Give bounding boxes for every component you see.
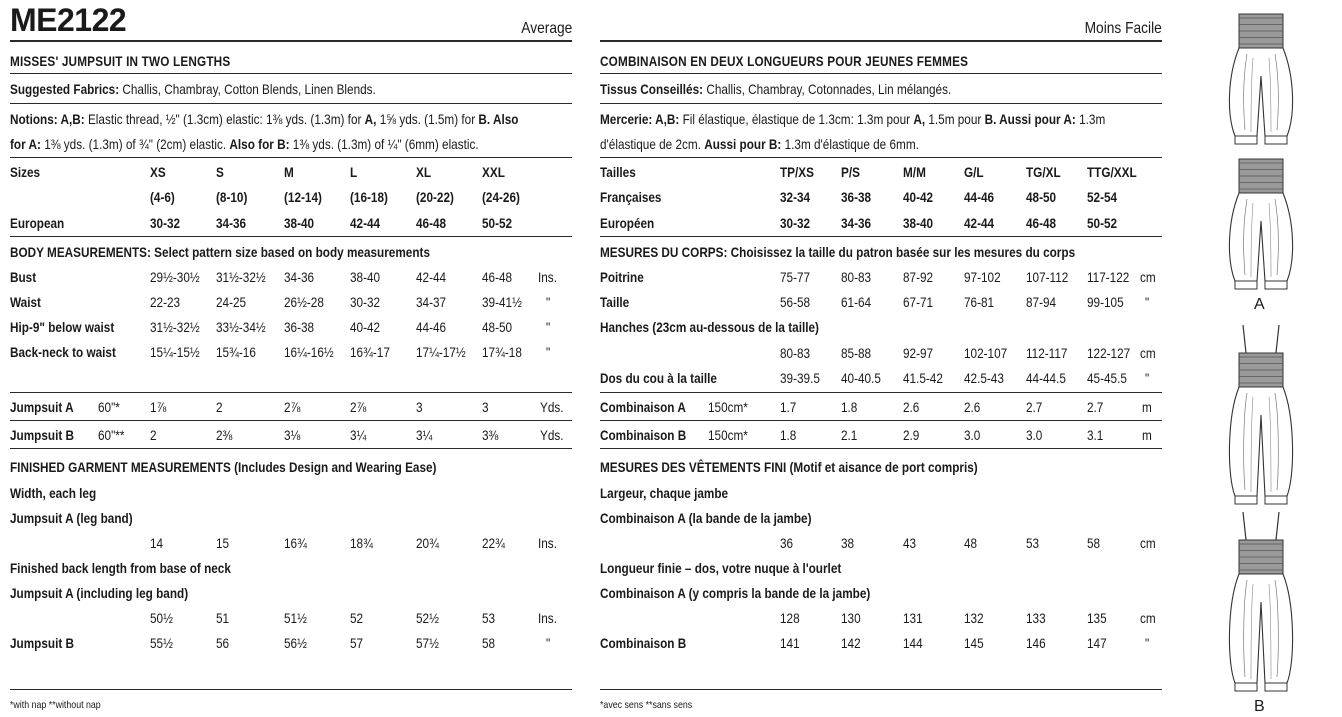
divider-rule	[600, 73, 1162, 74]
yardage-value: 2⅞	[284, 399, 301, 415]
unit-label: "	[546, 344, 551, 360]
width-value: 43	[903, 535, 917, 551]
unit-label: "	[1145, 370, 1150, 386]
body-measurements-title: MESURES DU CORPS: Choisissez la taille du patron basée sur les mesures du corps	[600, 244, 1076, 260]
sizes-label: Tailles	[600, 164, 636, 180]
divider-rule	[10, 420, 572, 421]
body-row-value: 15¾-16	[216, 344, 256, 360]
size-header: L	[350, 164, 358, 180]
body-row-value: 85-88	[841, 345, 872, 361]
size-header: M	[284, 164, 294, 180]
jumpsuit-b-back-drawing	[1221, 512, 1301, 697]
length-value: 52	[350, 610, 364, 626]
header-rule	[10, 40, 572, 42]
suggested-fabrics	[10, 80, 376, 98]
fabric-width: 60"*	[98, 399, 120, 415]
notions	[10, 110, 518, 128]
pattern-number: ME2122	[10, 2, 127, 38]
length-value: 50½	[150, 610, 173, 626]
francaises-label: Françaises	[600, 189, 662, 205]
body-row-value: 16¾-17	[350, 344, 390, 360]
sizes-label: Sizes	[10, 164, 41, 180]
body-measurements-title: BODY MEASUREMENTS: Select pattern size based on body measurements	[10, 244, 430, 260]
notions-segment: Also for B:	[229, 136, 290, 152]
length-value: 55½	[150, 635, 173, 651]
body-row-value: 17¾-18	[482, 344, 522, 360]
yardage-value: 2.7	[1026, 399, 1043, 415]
body-row-value: 40-40.5	[841, 370, 881, 386]
unit-label: Yds.	[540, 399, 564, 415]
yardage-value: 2.6	[964, 399, 981, 415]
body-row-value: 42.5-43	[964, 370, 1004, 386]
yardage-value: 2⅞	[350, 399, 367, 415]
divider-rule	[10, 689, 572, 690]
length-value: 52½	[416, 610, 439, 626]
yardage-value: 3¼	[350, 427, 367, 443]
divider-rule	[10, 392, 572, 393]
body-row-value: 40-42	[350, 319, 381, 335]
footnote: *with nap **without nap	[10, 699, 101, 711]
body-row-value: 34-37	[416, 294, 447, 310]
yardage-value: 3.0	[964, 427, 981, 443]
jumpsuit-a-back-drawing	[1221, 155, 1301, 295]
divider-rule	[600, 448, 1162, 449]
european-size: 38-40	[903, 215, 934, 231]
body-row-value: 24-25	[216, 294, 247, 310]
divider-rule	[10, 103, 572, 104]
notions-segment: 1⅜ yds. (1.3m) of ¼" (6mm) elastic.	[289, 136, 479, 152]
european-size: 50-52	[482, 215, 513, 231]
unit-label: "	[1145, 294, 1150, 310]
jumpsuit-b-label: Jumpsuit B	[10, 635, 75, 651]
body-row-value: 39-39.5	[780, 370, 820, 386]
width-value: 53	[1026, 535, 1040, 551]
difficulty-level: Average	[520, 20, 572, 37]
width-value: 20¾	[416, 535, 439, 551]
french-size: 44-46	[964, 189, 995, 205]
size-header: XXL	[482, 164, 505, 180]
view-b-label: B	[1254, 698, 1265, 715]
body-row-value: 15¼-15½	[150, 344, 200, 360]
yardage-label: Combinaison A	[600, 399, 686, 415]
fabric-width: 150cm*	[708, 399, 748, 415]
unit-label: "	[546, 319, 551, 335]
body-row-value: 87-94	[1026, 294, 1057, 310]
length-value: 53	[482, 610, 496, 626]
european-size: 30-32	[780, 215, 811, 231]
french-size: 48-50	[1026, 189, 1057, 205]
notions-segment: B. Also	[478, 111, 519, 127]
unit-label: Ins.	[538, 610, 557, 626]
size-header: TTG/XXL	[1087, 164, 1137, 180]
length-value: 133	[1026, 610, 1046, 626]
body-row-value: 29½-30½	[150, 269, 200, 285]
width-value: 38	[841, 535, 855, 551]
body-row-value: 39-41½	[482, 294, 522, 310]
body-row-value: 16¼-16½	[284, 344, 334, 360]
body-row-value: 44-44.5	[1026, 370, 1066, 386]
fabric-width: 60"**	[98, 427, 125, 443]
divider-rule	[600, 157, 1162, 158]
unit-label: m	[1142, 427, 1152, 443]
body-row-value: 87-92	[903, 269, 934, 285]
divider-rule	[600, 103, 1162, 104]
unit-label: "	[1145, 635, 1150, 651]
fabrics-label: Tissus Conseillés:	[600, 81, 704, 97]
yardage-value: 3	[482, 399, 489, 415]
size-range: (24-26)	[482, 189, 520, 205]
length-value: 145	[964, 635, 984, 651]
yardage-value: 3.0	[1026, 427, 1043, 443]
notions	[10, 135, 479, 153]
unit-label: "	[546, 294, 551, 310]
unit-label: Yds.	[540, 427, 564, 443]
section-title: MISSES' JUMPSUIT IN TWO LENGTHS	[10, 53, 231, 69]
body-row-label: Waist	[10, 294, 41, 310]
french-size: 32-34	[780, 189, 811, 205]
notions-segment: Notions: A,B:	[10, 111, 85, 127]
length-value: 144	[903, 635, 923, 651]
length-value: 51	[216, 610, 230, 626]
yardage-value: 3⅜	[482, 427, 499, 443]
european-label: European	[10, 215, 65, 231]
view-a-label: A	[1254, 296, 1265, 313]
back-length-label: Longueur finie – dos, votre nuque à l'ourlet	[600, 560, 842, 576]
body-row-value: 45-45.5	[1087, 370, 1127, 386]
european-size: 46-48	[416, 215, 447, 231]
body-row-value: 44-46	[416, 319, 447, 335]
body-row-label: Bust	[10, 269, 37, 285]
notions	[600, 135, 919, 153]
european-size: 46-48	[1026, 215, 1057, 231]
european-size: 42-44	[350, 215, 381, 231]
yardage-value: 2	[150, 427, 157, 443]
length-value: 130	[841, 610, 861, 626]
yardage-value: 1.8	[841, 399, 858, 415]
unit-label: cm	[1140, 610, 1156, 626]
fabric-width: 150cm*	[708, 427, 748, 443]
notions	[600, 110, 1105, 128]
body-row-value: 61-64	[841, 294, 872, 310]
suggested-fabrics	[600, 80, 951, 98]
unit-label: Ins.	[538, 269, 557, 285]
body-row-value: 36-38	[284, 319, 315, 335]
divider-rule	[10, 448, 572, 449]
body-row-value: 33½-34½	[216, 319, 266, 335]
size-header: XS	[150, 164, 166, 180]
unit-label: cm	[1140, 345, 1156, 361]
notions-segment: d'élastique de 2cm.	[600, 136, 705, 152]
size-header: G/L	[964, 164, 984, 180]
body-row-value: 107-112	[1026, 269, 1069, 285]
divider-rule	[10, 157, 572, 158]
size-header: TP/XS	[780, 164, 814, 180]
footnote: *avec sens **sans sens	[600, 699, 693, 711]
unit-label: cm	[1140, 535, 1156, 551]
fabrics-label: Suggested Fabrics:	[10, 81, 120, 97]
body-row-value: 34-36	[284, 269, 315, 285]
size-header: TG/XL	[1026, 164, 1061, 180]
length-value: 132	[964, 610, 984, 626]
unit-label: Ins.	[538, 535, 557, 551]
body-row-value: 75-77	[780, 269, 811, 285]
body-row-value: 67-71	[903, 294, 934, 310]
width-value: 18¾	[350, 535, 373, 551]
length-value: 58	[482, 635, 496, 651]
divider-rule	[10, 73, 572, 74]
body-row-value: 102-107	[964, 345, 1008, 361]
length-value: 51½	[284, 610, 307, 626]
length-value: 57	[350, 635, 364, 651]
body-row-value: 31½-32½	[216, 269, 266, 285]
notions-segment: 1⅝ yds. (1.5m) for	[376, 111, 479, 127]
header-rule	[600, 40, 1162, 42]
body-row-value: 92-97	[903, 345, 934, 361]
body-row-value: 42-44	[416, 269, 447, 285]
body-row-label: Taille	[600, 294, 630, 310]
body-row-value: 38-40	[350, 269, 381, 285]
european-size: 38-40	[284, 215, 315, 231]
yardage-value: 3⅛	[284, 427, 301, 443]
notions-segment: Mercerie: A,B:	[600, 111, 680, 127]
length-value: 57½	[416, 635, 439, 651]
size-range: (8-10)	[216, 189, 248, 205]
yardage-label: Jumpsuit B	[10, 427, 75, 443]
size-header: P/S	[841, 164, 860, 180]
yardage-value: 3¼	[416, 427, 433, 443]
size-header: M/M	[903, 164, 926, 180]
yardage-value: 1.7	[780, 399, 797, 415]
unit-label: cm	[1140, 269, 1156, 285]
yardage-value: 3	[416, 399, 423, 415]
unit-label: "	[546, 635, 551, 651]
fabrics-list: Challis, Chambray, Cotton Blends, Linen Blends.	[119, 81, 376, 97]
french-size: 36-38	[841, 189, 872, 205]
body-row-value: 17¼-17½	[416, 344, 466, 360]
length-value: 135	[1087, 610, 1107, 626]
finished-measurements-title: FINISHED GARMENT MEASUREMENTS (Includes Design and Wearing Ease)	[10, 459, 437, 475]
width-value: 15	[216, 535, 230, 551]
width-label: Largeur, chaque jambe	[600, 485, 729, 501]
length-value: 128	[780, 610, 800, 626]
notions-segment: 1⅜ yds. (1.3m) of ¾" (2cm) elastic.	[40, 136, 230, 152]
jumpsuit-b-front-drawing	[1221, 325, 1301, 510]
yardage-value: 2	[216, 399, 223, 415]
body-row-value: 41.5-42	[903, 370, 943, 386]
back-length-label: Finished back length from base of neck	[10, 560, 231, 576]
body-row-value: 46-48	[482, 269, 513, 285]
body-row-label: Poitrine	[600, 269, 644, 285]
section-title: COMBINAISON EN DEUX LONGUEURS POUR JEUNES FEMMES	[600, 53, 969, 69]
body-row-value: 26½-28	[284, 294, 324, 310]
yardage-value: 2.1	[841, 427, 858, 443]
length-value: 146	[1026, 635, 1046, 651]
width-value: 58	[1087, 535, 1101, 551]
body-row-value: 97-102	[964, 269, 1001, 285]
yardage-label: Combinaison B	[600, 427, 687, 443]
body-row-value: 112-117	[1026, 345, 1068, 361]
body-row-value: 31½-32½	[150, 319, 200, 335]
body-row-value: 80-83	[841, 269, 872, 285]
yardage-value: 1⅞	[150, 399, 167, 415]
notions-segment: 1.3m	[1075, 111, 1106, 127]
jumpsuit-a-front-drawing	[1221, 10, 1301, 150]
unit-label: m	[1142, 399, 1152, 415]
size-range: (16-18)	[350, 189, 388, 205]
width-value: 48	[964, 535, 978, 551]
body-row-value: 122-127	[1087, 345, 1131, 361]
yardage-value: 1.8	[780, 427, 797, 443]
yardage-label: Jumpsuit A	[10, 399, 74, 415]
jumpsuit-a-label: Combinaison A (la bande de la jambe)	[600, 510, 812, 526]
notions-segment: for A:	[10, 136, 41, 152]
length-value: 56	[216, 635, 230, 651]
european-size: 50-52	[1087, 215, 1118, 231]
length-value: 147	[1087, 635, 1107, 651]
length-value: 141	[780, 635, 800, 651]
notions-segment: 1.5m pour	[925, 111, 985, 127]
french-size: 40-42	[903, 189, 934, 205]
notions-segment: Fil élastique, élastique de 1.3cm: 1.3m pour	[679, 111, 914, 127]
body-row-value: 30-32	[350, 294, 381, 310]
length-value: 142	[841, 635, 861, 651]
jumpsuit-a-label: Jumpsuit A (including leg band)	[10, 585, 189, 601]
length-value: 131	[903, 610, 923, 626]
yardage-value: 3.1	[1087, 427, 1104, 443]
width-value: 16¾	[284, 535, 307, 551]
divider-rule	[600, 236, 1162, 237]
jumpsuit-a-label: Combinaison A (y compris la bande de la jambe)	[600, 585, 871, 601]
divider-rule	[600, 392, 1162, 393]
yardage-value: 2.9	[903, 427, 920, 443]
size-header: S	[216, 164, 224, 180]
divider-rule	[10, 236, 572, 237]
body-row-value: 48-50	[482, 319, 513, 335]
yardage-value: 2.7	[1087, 399, 1104, 415]
size-range: (12-14)	[284, 189, 322, 205]
yardage-value: 2⅜	[216, 427, 233, 443]
width-value: 36	[780, 535, 794, 551]
size-range: (4-6)	[150, 189, 175, 205]
body-row-value: 80-83	[780, 345, 811, 361]
finished-measurements-title: MESURES DES VÊTEMENTS FINI (Motif et aisance de port compris)	[600, 459, 978, 475]
european-size: 34-36	[841, 215, 872, 231]
body-row-label: Hanches (23cm au-dessous de la taille)	[600, 319, 819, 335]
body-row-value: 76-81	[964, 294, 995, 310]
european-size: 42-44	[964, 215, 995, 231]
jumpsuit-a-label: Jumpsuit A (leg band)	[10, 510, 133, 526]
body-row-label: Back-neck to waist	[10, 344, 116, 360]
divider-rule	[600, 420, 1162, 421]
notions-segment: B. Aussi pour A:	[984, 111, 1076, 127]
length-value: 56½	[284, 635, 307, 651]
size-header: XL	[416, 164, 432, 180]
width-label: Width, each leg	[10, 485, 97, 501]
europeen-label: Européen	[600, 215, 655, 231]
notions-segment: 1.3m d'élastique de 6mm.	[781, 136, 919, 152]
divider-rule	[600, 689, 1162, 690]
width-value: 22¾	[482, 535, 505, 551]
body-row-value: 22-23	[150, 294, 181, 310]
body-row-value: 99-105	[1087, 294, 1124, 310]
yardage-value: 2.6	[903, 399, 920, 415]
european-size: 34-36	[216, 215, 247, 231]
notions-segment: A,	[913, 111, 926, 127]
notions-segment: Elastic thread, ½" (1.3cm) elastic: 1⅜ yds. (1.3m) for	[84, 111, 365, 127]
body-row-value: 56-58	[780, 294, 811, 310]
body-row-value: 117-122	[1087, 269, 1130, 285]
width-value: 14	[150, 535, 164, 551]
notions-segment: Aussi pour B:	[704, 136, 782, 152]
difficulty-level: Moins Facile	[1084, 20, 1162, 37]
notions-segment: A,	[364, 111, 377, 127]
body-row-label: Dos du cou à la taille	[600, 370, 717, 386]
body-row-label: Hip-9" below waist	[10, 319, 115, 335]
size-range: (20-22)	[416, 189, 454, 205]
jumpsuit-b-label: Combinaison B	[600, 635, 687, 651]
fabrics-list: Challis, Chambray, Cotonnades, Lin mélangés.	[703, 81, 952, 97]
european-size: 30-32	[150, 215, 181, 231]
french-size: 52-54	[1087, 189, 1118, 205]
